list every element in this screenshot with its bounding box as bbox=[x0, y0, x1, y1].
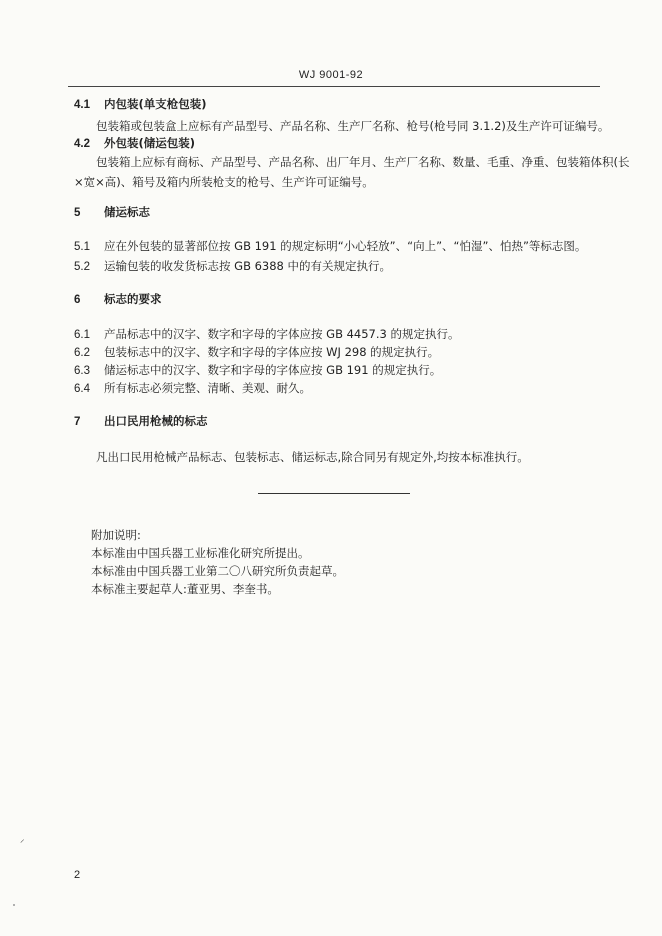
section-6-heading bbox=[74, 292, 162, 307]
section-7-heading bbox=[74, 414, 208, 429]
clause-text: 产品标志中的汉字、数字和字母的字体应按 GB 4457.3 的规定执行。 bbox=[104, 327, 460, 341]
section-title: 标志的要求 bbox=[104, 292, 162, 306]
section-4-2-body-line-1: 包装箱上应标有商标、产品型号、产品名称、出厂年月、生产厂名称、数量、毛重、净重、包装箱体积(长 bbox=[96, 155, 630, 169]
section-title: 出口民用枪械的标志 bbox=[104, 414, 208, 428]
clause-number: 5.2 bbox=[74, 261, 90, 273]
clause-number: 5.1 bbox=[74, 241, 90, 253]
section-number: 5 bbox=[74, 207, 81, 219]
page-number: 2 bbox=[74, 869, 81, 881]
section-number: 4.2 bbox=[74, 138, 90, 150]
header-rule bbox=[68, 86, 600, 87]
section-4-2-heading bbox=[74, 136, 195, 151]
clause-text: 包装标志中的汉字、数字和字母的字体应按 WJ 298 的规定执行。 bbox=[104, 345, 440, 359]
section-title: 储运标志 bbox=[104, 205, 150, 219]
section-6-1 bbox=[74, 327, 460, 342]
section-4-1-heading bbox=[74, 97, 207, 112]
section-number: 7 bbox=[74, 416, 81, 428]
scan-dot bbox=[13, 904, 15, 906]
clause-number: 6.2 bbox=[74, 347, 90, 359]
section-5-2 bbox=[74, 259, 391, 274]
section-5-heading bbox=[74, 205, 150, 220]
standard-code-header: WJ 9001-92 bbox=[298, 69, 364, 81]
section-title: 外包装(储运包装) bbox=[104, 136, 196, 150]
section-title: 内包装(单支枪包装) bbox=[104, 97, 207, 111]
clause-text: 运输包装的收发货标志按 GB 6388 中的有关规定执行。 bbox=[104, 259, 392, 273]
section-7-body: 凡出口民用枪械产品标志、包装标志、储运标志,除合同另有规定外,均按本标准执行。 bbox=[96, 450, 529, 464]
clause-number: 6.3 bbox=[74, 365, 90, 377]
section-number: 4.1 bbox=[74, 99, 90, 111]
notes-title: 附加说明: bbox=[91, 528, 141, 542]
scan-speck: ⸝ bbox=[20, 835, 25, 845]
section-6-4 bbox=[74, 381, 311, 396]
section-6-2 bbox=[74, 345, 439, 360]
notes-line-2: 本标准由中国兵器工业第二〇八研究所负责起草。 bbox=[91, 564, 344, 578]
clause-number: 6.1 bbox=[74, 329, 90, 341]
section-6-3 bbox=[74, 363, 441, 378]
notes-line-3: 本标准主要起草人:董亚男、李奎书。 bbox=[91, 582, 279, 596]
section-number: 6 bbox=[74, 294, 81, 306]
clause-number: 6.4 bbox=[74, 383, 90, 395]
notes-line-1: 本标准由中国兵器工业标准化研究所提出。 bbox=[91, 546, 310, 560]
clause-text: 储运标志中的汉字、数字和字母的字体应按 GB 191 的规定执行。 bbox=[104, 363, 442, 377]
end-of-text-rule bbox=[258, 493, 410, 494]
clause-text: 所有标志必须完整、清晰、美观、耐久。 bbox=[104, 381, 311, 395]
section-5-1 bbox=[74, 239, 586, 254]
section-4-1-body: 包装箱或包装盒上应标有产品型号、产品名称、生产厂名称、枪号(枪号同 3.1.2)及生产许可证编号。 bbox=[96, 119, 610, 133]
section-4-2-body-line-2: ×宽×高)、箱号及箱内所装枪支的枪号、生产许可证编号。 bbox=[74, 175, 374, 189]
clause-text: 应在外包装的显著部位按 GB 191 的规定标明“小心轻放”、“向上”、“怕湿”、怕热”等标志图。 bbox=[104, 239, 587, 253]
